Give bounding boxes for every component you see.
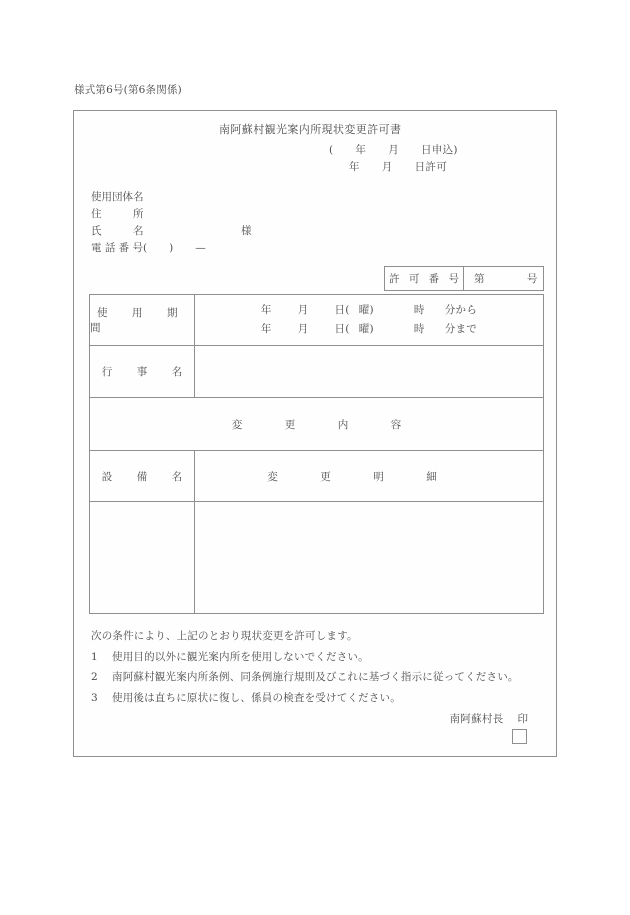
permit-number-prefix: 第 [474,273,485,285]
event-name-value[interactable] [195,346,543,397]
table-row-usage-period [90,295,543,346]
permission-year: 年 [349,161,360,173]
period-to-year: 年 [260,323,272,335]
usage-period-label: 使 用 期 間 [90,295,195,345]
application-year: 年 [355,144,367,156]
period-to-hour: 時 [413,323,425,335]
permit-number-suffix: 号 [526,273,538,285]
permission-month: 月 [381,161,393,173]
condition-number-1: 1 [91,650,98,663]
equipment-name-label: 設 備 名 [90,451,195,501]
condition-text-1: 使用目的以外に観光案内所を使用しないでください。 [112,650,369,663]
change-content-header: 変 更 内 容 [231,418,418,431]
condition-number-2: 2 [91,671,98,683]
period-to-weekday: 曜) [358,323,374,335]
applicant-organization-label: 使用団体名 [91,191,144,203]
period-from-hour: 時 [413,304,425,316]
applicant-name-label: 氏 名 [91,225,144,237]
applicant-phone-dash: — [195,242,206,254]
condition-item-1 [91,647,519,668]
usage-period-value [195,295,543,345]
applicant-name-honorific: 様 [241,225,252,237]
page-title: 南阿蘇村観光案内所現状変更許可書 [219,123,402,136]
event-name-label: 行 事 名 [90,346,195,397]
period-from-year: 年 [260,304,272,316]
application-month: 月 [388,144,400,156]
signature-seal-label: 印 [517,713,528,725]
application-open-paren: ( [329,144,334,156]
applicant-name-row [91,223,252,240]
conditions-intro: 次の条件により、上記のとおり現状変更を許可します。 [91,630,358,642]
period-to-minute-suffix: 分まで [444,323,478,335]
applicant-block [91,189,252,257]
condition-item-2 [91,667,519,688]
usage-period-to-line [261,320,477,339]
document-frame [73,110,557,757]
applicant-address-label: 住 所 [91,208,144,220]
signature-authority: 南阿蘇村長 [449,713,504,725]
period-from-weekday: 曜) [358,304,374,316]
usage-period-from-line [261,301,477,320]
application-date-line [329,142,458,157]
period-to-month: 月 [297,323,309,335]
period-from-day: 日( [334,304,350,316]
condition-text-3: 使用後は直ちに原状に復し、係員の検査を受けてください。 [112,691,401,704]
signature-block [450,711,529,744]
change-detail-header: 変 更 明 細 [267,470,453,483]
condition-item-3 [91,688,519,709]
table-row-equipment-header [90,451,543,502]
main-table [89,294,544,614]
blank-detail-cell[interactable] [195,502,543,613]
blank-equipment-cell[interactable] [90,502,195,613]
table-row-change-content-header [90,398,543,451]
seal-stamp-box[interactable] [512,729,527,744]
period-from-minute-suffix: 分から [444,304,478,316]
form-number: 様式第6号(第6条関係) [74,84,182,96]
condition-number-3: 3 [91,691,98,704]
signature-line [450,711,529,726]
permit-number-box [384,266,544,291]
permission-date-line [349,159,447,174]
condition-text-2: 南阿蘇村観光案内所条例、同条例施行規則及びこれに基づく指示に従ってください。 [112,671,519,683]
applicant-phone-close-paren: ) [169,242,174,254]
permit-number-label: 許 可 番 号 [385,267,464,290]
table-row-blank-entry [90,502,543,614]
permission-day-suffix: 日許可 [414,161,448,173]
table-row-event-name [90,346,543,398]
applicant-organization-row [91,189,252,206]
applicant-phone-row [91,240,252,257]
applicant-phone-label: 電 話 番 号( [91,242,148,254]
change-detail-header-cell [195,451,543,501]
application-day-suffix: 日申込) [421,144,458,156]
period-to-day: 日( [334,323,350,335]
conditions-block [91,626,519,708]
permit-number-value [464,267,543,290]
applicant-address-row [91,206,252,223]
period-from-month: 月 [297,304,309,316]
